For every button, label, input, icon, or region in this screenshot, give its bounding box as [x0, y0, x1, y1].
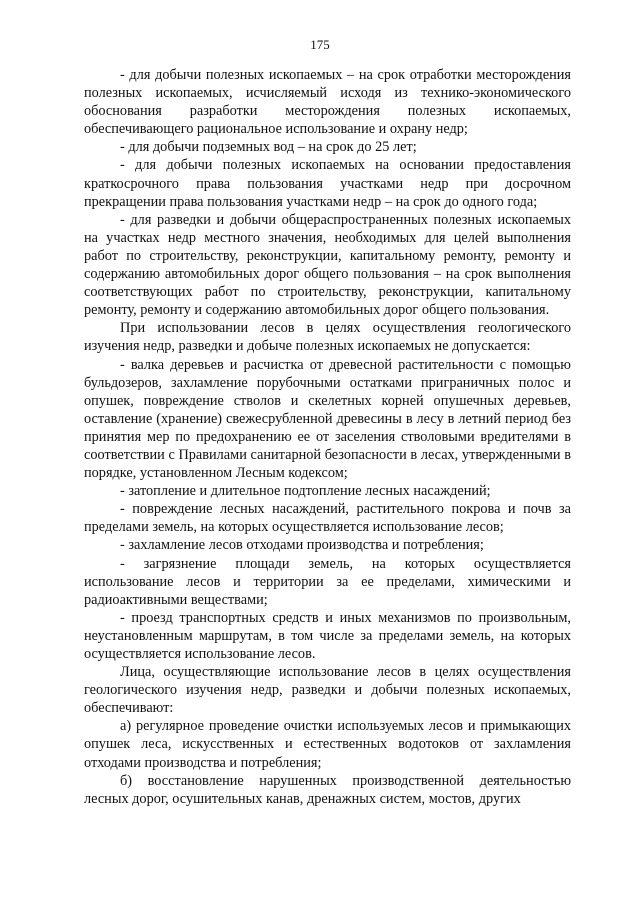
paragraph: - валка деревьев и расчистка от древесной растительности с помощью бульдозеров, захламление порубочными остатками приграничных полос и опушек, повреждение стволов и скелетных корней опушечных деревьев, оставление (хранение) свежесрубленной древесины в лесу в летний период без принятия мер по предохранению ее от заселения стволовыми вредителями в соответствии с Правилами санитарной безопасности в лесах, утвержденными в порядке, установленном Лесным кодексом;	[84, 356, 571, 482]
paragraph: - для добычи полезных ископаемых на основании предоставления краткосрочного права пользования участками недр при досрочном прекращении права пользования участками недр – на срок до одного года;	[84, 157, 571, 210]
paragraph: - загрязнение площади земель, на которых осуществляется использование лесов и территории за ее пределами, химическими и радиоактивными веществами;	[84, 555, 571, 608]
paragraph: - для добычи подземных вод – на срок до 25 лет;	[120, 139, 417, 156]
paragraph: - захламление лесов отходами производства и потребления;	[120, 537, 484, 554]
paragraph: б) восстановление нарушенных производственной деятельностью лесных дорог, осушительных канав, дренажных систем, мостов, других	[84, 772, 571, 807]
paragraph: Лица, осуществляющие использование лесов в целях осуществления геологического изучения недр, разведки и добычи полезных ископаемых, обеспечивают:	[84, 664, 571, 717]
page-number: 175	[310, 37, 330, 52]
document-body	[84, 66, 571, 808]
paragraph: При использовании лесов в целях осуществления геологического изучения недр, разведки и добыче полезных ископаемых не допускается:	[84, 320, 571, 355]
paragraph: - повреждение лесных насаждений, растительного покрова и почв за пределами земель, на которых осуществляется использование лесов;	[84, 501, 571, 536]
paragraph: - для добычи полезных ископаемых – на срок отработки месторождения полезных ископаемых, исчисляемый исходя из технико-экономического обоснования разработки месторождения полезных ископаемых, обеспечивающего рациональное использование и охрану недр;	[84, 67, 571, 138]
paragraph: - для разведки и добычи общераспространенных полезных ископаемых на участках недр местного значения, необходимых для целей выполнения работ по строительству, реконструкции, капитальному ремонту, ремонту и содержанию автомобильных дорог общего пользования – на срок выполнения соответствующих работ по строительству, реконструкции, капитальному ремонту, ремонту и содержанию автомобильных дорог общего пользования.	[84, 211, 571, 319]
paragraph: - проезд транспортных средств и иных механизмов по произвольным, неустановленным маршрутам, в том числе за пределами земель, на которых осуществляется использование лесов.	[84, 609, 571, 662]
paragraph: а) регулярное проведение очистки используемых лесов и примыкающих опушек леса, искусственных и естественных водотоков от захламления отходами производства и потребления;	[84, 718, 571, 771]
paragraph: - затопление и длительное подтопление лесных насаждений;	[120, 483, 491, 500]
